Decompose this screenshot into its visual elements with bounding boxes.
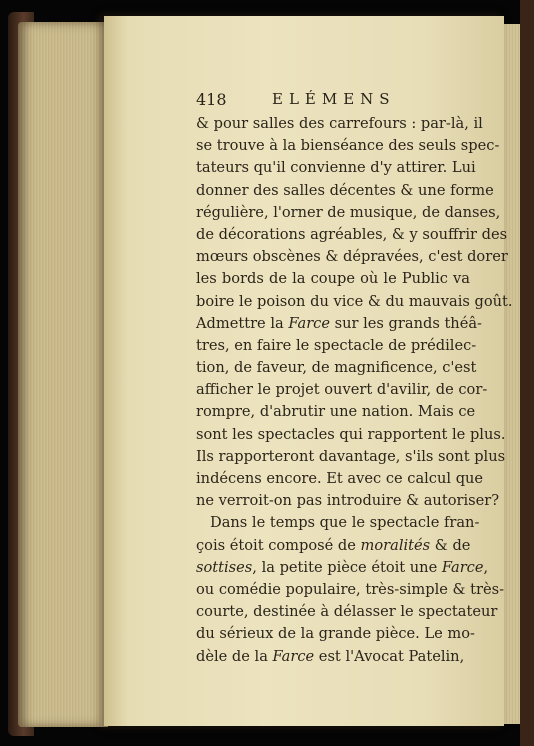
text-run: courte, destinée à délasser le spectateur [196,603,498,621]
italic-word: moralités [360,536,431,554]
text-line [196,490,500,512]
text-run: de décorations agréables, & y souffrir des [196,225,508,243]
text-run: mœurs obscènes & dépravées, c'est dorer [196,248,508,266]
body-text [196,113,513,668]
text-line [196,512,480,534]
text-run: Admettre la [196,314,289,332]
text-run: les bords de la coupe où le Public va [196,270,470,288]
text-line [196,646,470,668]
text-run: & de [430,536,471,554]
text-line [196,468,484,490]
text-line [196,401,476,423]
text-line [196,446,506,468]
text-run: boire le poison du vice & du mauvais goût. [196,292,513,310]
text-line [196,246,508,268]
text-run: régulière, l'orner de musique, de danses, [196,203,501,221]
page-header [196,90,476,112]
text-line [196,268,470,290]
text-run: afficher le projet ouvert d'avilir, de cor- [196,381,488,399]
text-run: donner des salles décentes & une forme [196,181,494,199]
text-run: rompre, d'abrutir une nation. Mais ce [196,403,476,421]
text-run: du sérieux de la grande pièce. Le mo- [196,625,475,643]
text-line [196,579,505,601]
text-line [196,424,506,446]
text-line [196,557,489,579]
text-run: , [483,558,489,576]
italic-word: Farce [441,558,484,576]
text-run: Dans le temps que le spectacle fran- [210,514,480,532]
text-run: sont les spectacles qui rapportent le plus. [196,425,506,443]
text-line [196,157,476,179]
text-run: ou comédie populaire, très-simple & très- [196,580,505,598]
text-run: Ils rapporteront davantage, s'ils sont plus [196,447,506,465]
text-line [196,202,501,224]
text-run: sur les grands théâ- [329,314,482,332]
text-run: indécens encore. Et avec ce calcul que [196,470,484,487]
text-line [196,291,513,313]
text-run: & pour salles des carrefours : par-là, il [196,115,483,132]
italic-word: Farce [272,647,315,665]
text-line [196,535,470,557]
page-number: 418 [196,90,227,109]
text-run: ne verroit-on pas introduire & autoriser? [196,492,500,510]
text-line [196,335,477,357]
italic-word: Farce [288,314,330,332]
text-line [196,601,498,623]
text-line [196,224,508,246]
text-line [196,313,482,335]
text-line [196,357,477,379]
text-run: est l'Avocat Patelin, [314,647,465,665]
italic-word: sottises [196,558,253,576]
text-run: se trouve à la bienséance des seuls spec- [196,137,500,155]
text-run: çois étoit composé de [196,536,361,554]
running-head: ELÉMENS [272,90,396,108]
text-run: tres, en faire le spectacle de prédilec- [196,336,477,354]
text-line [196,135,500,157]
text-run: dèle de la [196,647,273,665]
text-line [196,623,475,645]
text-line [196,379,488,401]
book-cover-right [520,0,534,746]
text-line [196,113,483,135]
text-run: tion, de faveur, de magnificence, c'est [196,359,477,377]
text-run: , la petite pièce étoit une [252,558,442,576]
text-run: tateurs qu'il convienne d'y attirer. Lui [196,159,476,177]
page-edges-left [18,22,108,727]
text-line [196,180,494,202]
